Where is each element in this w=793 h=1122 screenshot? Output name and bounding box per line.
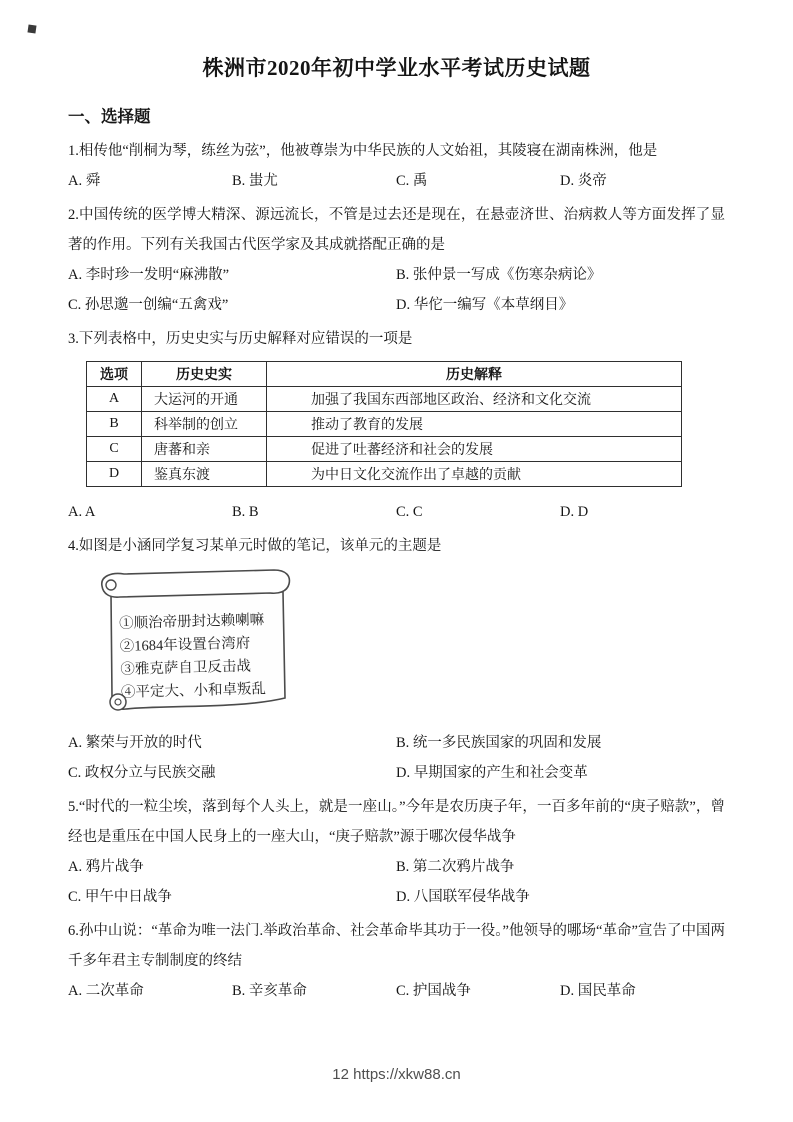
note-line: ③雅克萨自卫反击战: [120, 658, 252, 678]
question-3-stem: 3.下列表格中，历史史实与历史解释对应错误的一项是: [68, 331, 413, 347]
option-c: C. 护国战争: [396, 983, 471, 999]
table-cell: B: [87, 412, 142, 437]
table-cell: 唐蕃和亲: [142, 437, 267, 462]
history-facts-table: [86, 361, 682, 487]
table-cell: 大运河的开通: [142, 387, 267, 412]
question-5-stem: 5.“时代的一粒尘埃，落到每个人头上，就是一座山。”今年是农历庚子年，一百多年前的“庚子赔款”，曾经也是重压在中国人民身上的一座大山，“庚子赔款”源于哪次侵华战争: [68, 799, 725, 845]
scan-artifact-mark: [27, 24, 36, 33]
table-cell: 加强了我国东西部地区政治、经济和文化交流: [267, 387, 682, 412]
table-row: [87, 437, 682, 462]
table-header-cell: 历史史实: [142, 362, 267, 387]
table-cell: 促进了吐蕃经济和社会的发展: [267, 437, 682, 462]
option-a: A. A: [68, 504, 96, 520]
table-row: [87, 387, 682, 412]
question-2-options: [68, 260, 725, 320]
question-1-options: [68, 166, 725, 196]
table-cell: A: [87, 387, 142, 412]
option-c: C. 孙思邈一创编“五禽戏”: [68, 297, 229, 313]
scroll-top-roll-shape: [102, 570, 290, 597]
option-b: B. 蚩尤: [232, 173, 278, 189]
table-cell: 推动了教育的发展: [267, 412, 682, 437]
option-b: B. B: [232, 504, 259, 520]
question-1-stem: 1.相传他“削桐为琴，练丝为弦”，他被尊崇为中华民族的人文始祖，其陵寝在湖南株洲，他是: [68, 143, 658, 159]
option-a: A. 二次革命: [68, 983, 144, 999]
option-b: B. 第二次鸦片战争: [396, 859, 515, 875]
table-header-cell: 历史解释: [267, 362, 682, 387]
option-b: B. 统一多民族国家的巩固和发展: [396, 735, 602, 751]
note-line: ④平定大、小和卓叛乱: [120, 681, 267, 701]
section-heading: 一、选择题: [68, 107, 151, 126]
question-4-stem: 4.如图是小涵同学复习某单元时做的笔记，该单元的主题是: [68, 538, 442, 554]
page-footer: 12 https://xkw88.cn: [332, 1066, 461, 1083]
question-5: [68, 792, 725, 912]
scroll-note-figure: [90, 564, 725, 724]
option-c: C. 政权分立与民族交融: [68, 765, 216, 781]
question-3: [68, 324, 725, 527]
table-cell: 为中日文化交流作出了卓越的贡献: [267, 462, 682, 487]
table-cell: 鉴真东渡: [142, 462, 267, 487]
option-a: A. 鸦片战争: [68, 859, 144, 875]
table-cell: 科举制的创立: [142, 412, 267, 437]
option-d: D. 早期国家的产生和社会变革: [396, 765, 588, 781]
question-6: [68, 916, 725, 1006]
table-row: [87, 462, 682, 487]
question-2: [68, 200, 725, 320]
option-d: D. D: [560, 504, 589, 520]
table-cell: D: [87, 462, 142, 487]
question-4: [68, 531, 725, 788]
option-a: A. 李时珍一发明“麻沸散”: [68, 267, 230, 283]
table-header-cell: 选项: [87, 362, 142, 387]
table-row: [87, 412, 682, 437]
question-5-options: [68, 852, 725, 912]
question-3-options: [68, 497, 725, 527]
question-1: [68, 136, 725, 196]
option-a: A. 舜: [68, 173, 101, 189]
option-d: D. 国民革命: [560, 983, 636, 999]
question-6-stem: 6.孙中山说：“革命为唯一法门.举政治革命、社会革命毕其功于一役。”他领导的哪场“革命”宣告了中国两千多年君主专制制度的终结: [68, 923, 725, 969]
question-2-stem: 2.中国传统的医学博大精深、源远流长，不管是过去还是现在，在悬壶济世、治病救人等方面发挥了显著的作用。下列有关我国古代医学家及其成就搭配正确的是: [68, 207, 725, 253]
note-line: ②1684年设置台湾府: [119, 635, 251, 655]
scroll-note-image: [90, 564, 298, 724]
note-line: ①顺治帝册封达赖喇嘛: [118, 612, 265, 632]
question-6-options: [68, 976, 725, 1006]
table-cell: C: [87, 437, 142, 462]
question-4-options: [68, 728, 725, 788]
option-c: C. 禹: [396, 173, 428, 189]
option-a: A. 繁荣与开放的时代: [68, 735, 202, 751]
option-d: D. 炎帝: [560, 173, 607, 189]
option-c: C. C: [396, 504, 423, 520]
table-header-row: [87, 362, 682, 387]
option-d: D. 华佗一编写《本草纲目》: [396, 297, 574, 313]
option-b: B. 辛亥革命: [232, 983, 307, 999]
option-d: D. 八国联军侵华战争: [396, 889, 530, 905]
option-c: C. 甲午中日战争: [68, 889, 172, 905]
option-b: B. 张仲景一写成《伤寒杂病论》: [396, 267, 602, 283]
page-title: 株洲市2020年初中学业水平考试历史试题: [202, 56, 591, 80]
